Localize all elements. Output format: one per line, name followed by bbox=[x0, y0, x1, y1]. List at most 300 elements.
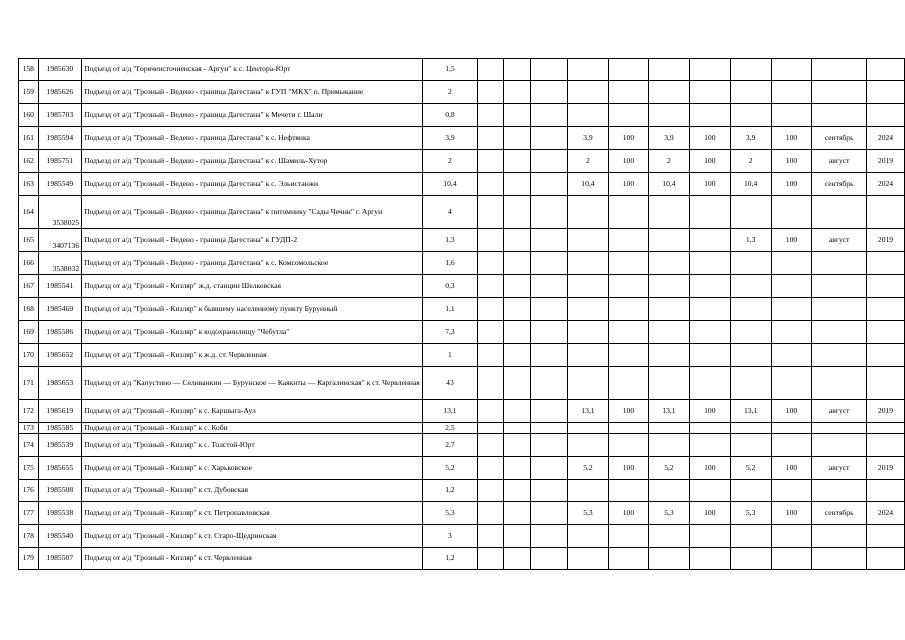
value-cell bbox=[504, 275, 530, 298]
roads-table-body bbox=[19, 59, 905, 570]
value-cell bbox=[530, 173, 567, 196]
value-cell bbox=[478, 548, 504, 570]
value-cell bbox=[504, 196, 530, 229]
value-cell bbox=[568, 525, 609, 548]
value-cell: 3,9 bbox=[730, 127, 771, 150]
value-cell: 100 bbox=[771, 457, 812, 480]
table-row bbox=[19, 275, 905, 298]
value-cell bbox=[866, 196, 904, 229]
road-length-cell: 3 bbox=[422, 525, 477, 548]
value-cell: 100 bbox=[771, 127, 812, 150]
value-cell bbox=[608, 548, 648, 570]
value-cell bbox=[608, 344, 648, 367]
table-row bbox=[19, 480, 905, 502]
road-name-cell: Подъезд от а/д "Грозный - Ведено - граница Дагестана" к питомнику "Сады Чечни" г. Аргун bbox=[82, 196, 423, 229]
value-cell: 2 bbox=[568, 150, 609, 173]
table-row bbox=[19, 196, 905, 229]
value-cell bbox=[689, 104, 730, 127]
value-cell bbox=[504, 173, 530, 196]
value-cell bbox=[649, 81, 690, 104]
value-cell bbox=[608, 196, 648, 229]
table-row bbox=[19, 344, 905, 367]
value-cell bbox=[504, 252, 530, 275]
road-code-cell: 1985653 bbox=[38, 367, 82, 400]
value-cell: 5,2 bbox=[649, 457, 690, 480]
value-cell: сентябрь bbox=[812, 127, 867, 150]
road-length-cell: 2,5 bbox=[422, 423, 477, 434]
road-length-cell: 1,2 bbox=[422, 480, 477, 502]
value-cell: 2019 bbox=[866, 150, 904, 173]
value-cell bbox=[608, 275, 648, 298]
value-cell: 100 bbox=[608, 457, 648, 480]
value-cell bbox=[730, 275, 771, 298]
value-cell: 100 bbox=[608, 502, 648, 525]
value-cell: 3,9 bbox=[568, 127, 609, 150]
road-code-cell: 3538025 bbox=[38, 196, 82, 229]
row-number-cell: 164 bbox=[19, 196, 39, 229]
value-cell bbox=[568, 298, 609, 321]
value-cell: 3,9 bbox=[649, 127, 690, 150]
table-row bbox=[19, 548, 905, 570]
value-cell bbox=[504, 480, 530, 502]
table-row bbox=[19, 434, 905, 457]
road-length-cell: 2 bbox=[422, 150, 477, 173]
value-cell bbox=[478, 502, 504, 525]
value-cell: 10,4 bbox=[649, 173, 690, 196]
value-cell bbox=[689, 196, 730, 229]
table-row bbox=[19, 298, 905, 321]
row-number-cell: 177 bbox=[19, 502, 39, 525]
road-code-cell: 1985586 bbox=[38, 321, 82, 344]
value-cell bbox=[866, 59, 904, 81]
value-cell bbox=[689, 252, 730, 275]
road-name-cell: Подъезд от а/д "Грозный - Ведено - граница Дагестана" к ГУП "МКХ" п. Примыкание bbox=[82, 81, 423, 104]
value-cell bbox=[530, 321, 567, 344]
value-cell: август bbox=[812, 400, 867, 423]
value-cell bbox=[812, 321, 867, 344]
value-cell bbox=[866, 252, 904, 275]
value-cell bbox=[730, 104, 771, 127]
value-cell bbox=[771, 104, 812, 127]
value-cell bbox=[478, 434, 504, 457]
value-cell bbox=[812, 344, 867, 367]
value-cell: 100 bbox=[771, 229, 812, 252]
value-cell: 100 bbox=[771, 400, 812, 423]
value-cell: 100 bbox=[608, 400, 648, 423]
road-code-cell: 3407136 bbox=[38, 229, 82, 252]
value-cell bbox=[568, 81, 609, 104]
value-cell: 2019 bbox=[866, 229, 904, 252]
value-cell bbox=[478, 423, 504, 434]
value-cell bbox=[568, 196, 609, 229]
table-row bbox=[19, 252, 905, 275]
value-cell: 5,2 bbox=[730, 457, 771, 480]
value-cell bbox=[478, 275, 504, 298]
value-cell bbox=[730, 548, 771, 570]
road-length-cell: 1,6 bbox=[422, 252, 477, 275]
value-cell bbox=[812, 275, 867, 298]
value-cell: 5,3 bbox=[568, 502, 609, 525]
road-length-cell: 5,3 bbox=[422, 502, 477, 525]
value-cell: август bbox=[812, 150, 867, 173]
value-cell bbox=[530, 423, 567, 434]
value-cell bbox=[504, 525, 530, 548]
road-name-cell: Подъезд от а/д "Грозный - Кизляр" ж.д. станции Шелковская bbox=[82, 275, 423, 298]
row-number-cell: 168 bbox=[19, 298, 39, 321]
value-cell bbox=[608, 423, 648, 434]
value-cell bbox=[771, 196, 812, 229]
value-cell bbox=[649, 275, 690, 298]
road-name-cell: Подъезд от а/д "Грозный - Ведено - граница Дагестана" к с. Нефтянка bbox=[82, 127, 423, 150]
road-code-cell: 1985539 bbox=[38, 434, 82, 457]
value-cell bbox=[504, 457, 530, 480]
value-cell bbox=[478, 344, 504, 367]
road-length-cell: 2 bbox=[422, 81, 477, 104]
value-cell bbox=[812, 252, 867, 275]
value-cell bbox=[608, 321, 648, 344]
value-cell bbox=[689, 229, 730, 252]
value-cell bbox=[771, 525, 812, 548]
road-code-cell: 1985703 bbox=[38, 104, 82, 127]
table-row bbox=[19, 173, 905, 196]
value-cell bbox=[478, 104, 504, 127]
row-number-cell: 162 bbox=[19, 150, 39, 173]
row-number-cell: 178 bbox=[19, 525, 39, 548]
value-cell bbox=[568, 275, 609, 298]
row-number-cell: 158 bbox=[19, 59, 39, 81]
table-row bbox=[19, 457, 905, 480]
value-cell bbox=[771, 298, 812, 321]
value-cell bbox=[812, 298, 867, 321]
value-cell: 2024 bbox=[866, 127, 904, 150]
value-cell bbox=[568, 548, 609, 570]
value-cell bbox=[730, 81, 771, 104]
value-cell bbox=[478, 400, 504, 423]
value-cell: 13,1 bbox=[730, 400, 771, 423]
value-cell bbox=[530, 344, 567, 367]
value-cell: 100 bbox=[771, 173, 812, 196]
table-row bbox=[19, 150, 905, 173]
table-row bbox=[19, 229, 905, 252]
value-cell bbox=[478, 229, 504, 252]
value-cell bbox=[478, 298, 504, 321]
value-cell bbox=[866, 298, 904, 321]
value-cell: 2024 bbox=[866, 173, 904, 196]
value-cell bbox=[812, 434, 867, 457]
value-cell: 100 bbox=[608, 127, 648, 150]
value-cell bbox=[771, 81, 812, 104]
road-name-cell: Подъезд от а/д "Грозный - Кизляр" к с. Толстой-Юрт bbox=[82, 434, 423, 457]
value-cell bbox=[771, 59, 812, 81]
value-cell bbox=[568, 480, 609, 502]
value-cell bbox=[812, 480, 867, 502]
road-length-cell: 3,9 bbox=[422, 127, 477, 150]
value-cell bbox=[689, 480, 730, 502]
value-cell bbox=[649, 344, 690, 367]
row-number-cell: 173 bbox=[19, 423, 39, 434]
value-cell bbox=[568, 434, 609, 457]
value-cell bbox=[649, 229, 690, 252]
table-row bbox=[19, 59, 905, 81]
road-length-cell: 1,5 bbox=[422, 59, 477, 81]
value-cell bbox=[866, 367, 904, 400]
value-cell bbox=[504, 400, 530, 423]
value-cell bbox=[730, 423, 771, 434]
value-cell bbox=[504, 434, 530, 457]
value-cell: 1,3 bbox=[730, 229, 771, 252]
value-cell: 100 bbox=[689, 173, 730, 196]
road-length-cell: 1,3 bbox=[422, 229, 477, 252]
value-cell bbox=[689, 344, 730, 367]
table-row bbox=[19, 81, 905, 104]
value-cell bbox=[812, 196, 867, 229]
value-cell bbox=[530, 400, 567, 423]
row-number-cell: 170 bbox=[19, 344, 39, 367]
value-cell bbox=[530, 502, 567, 525]
road-length-cell: 0,3 bbox=[422, 275, 477, 298]
value-cell bbox=[504, 344, 530, 367]
value-cell: 2019 bbox=[866, 457, 904, 480]
value-cell bbox=[649, 480, 690, 502]
table-row bbox=[19, 423, 905, 434]
value-cell: 5,3 bbox=[649, 502, 690, 525]
value-cell bbox=[530, 434, 567, 457]
road-name-cell: Подъезд от а/д "Грозный - Ведено - граница Дагестана" к ГУДП-2 bbox=[82, 229, 423, 252]
value-cell: 100 bbox=[771, 150, 812, 173]
value-cell bbox=[689, 275, 730, 298]
value-cell bbox=[649, 434, 690, 457]
value-cell: сентябрь bbox=[812, 502, 867, 525]
value-cell bbox=[649, 321, 690, 344]
value-cell bbox=[568, 252, 609, 275]
value-cell bbox=[530, 457, 567, 480]
value-cell bbox=[730, 196, 771, 229]
value-cell bbox=[771, 480, 812, 502]
value-cell bbox=[608, 525, 648, 548]
value-cell: 100 bbox=[689, 400, 730, 423]
value-cell bbox=[504, 367, 530, 400]
road-code-cell: 1985541 bbox=[38, 275, 82, 298]
value-cell bbox=[812, 81, 867, 104]
value-cell bbox=[478, 173, 504, 196]
value-cell bbox=[730, 321, 771, 344]
value-cell: 100 bbox=[689, 127, 730, 150]
road-length-cell: 5,2 bbox=[422, 457, 477, 480]
value-cell bbox=[812, 548, 867, 570]
value-cell bbox=[478, 81, 504, 104]
value-cell bbox=[504, 298, 530, 321]
value-cell bbox=[478, 252, 504, 275]
value-cell bbox=[478, 321, 504, 344]
roads-table bbox=[18, 58, 905, 570]
road-length-cell: 2,7 bbox=[422, 434, 477, 457]
value-cell bbox=[866, 480, 904, 502]
value-cell bbox=[608, 104, 648, 127]
value-cell bbox=[568, 321, 609, 344]
value-cell bbox=[504, 502, 530, 525]
row-number-cell: 179 bbox=[19, 548, 39, 570]
value-cell bbox=[689, 298, 730, 321]
value-cell bbox=[866, 344, 904, 367]
value-cell bbox=[530, 480, 567, 502]
value-cell bbox=[530, 252, 567, 275]
value-cell bbox=[478, 367, 504, 400]
value-cell: 100 bbox=[771, 502, 812, 525]
road-length-cell: 43 bbox=[422, 367, 477, 400]
value-cell bbox=[866, 321, 904, 344]
value-cell bbox=[478, 457, 504, 480]
value-cell bbox=[730, 525, 771, 548]
value-cell bbox=[530, 81, 567, 104]
value-cell bbox=[771, 434, 812, 457]
road-code-cell: 1985549 bbox=[38, 173, 82, 196]
value-cell bbox=[689, 525, 730, 548]
table-row bbox=[19, 321, 905, 344]
value-cell bbox=[771, 275, 812, 298]
road-name-cell: Подъезд от а/д "Грозный - Кизляр" к ж.д. ст. Червленная bbox=[82, 344, 423, 367]
row-number-cell: 159 bbox=[19, 81, 39, 104]
value-cell bbox=[689, 321, 730, 344]
table-row bbox=[19, 400, 905, 423]
value-cell bbox=[812, 367, 867, 400]
value-cell bbox=[866, 423, 904, 434]
value-cell bbox=[504, 150, 530, 173]
value-cell bbox=[771, 321, 812, 344]
value-cell bbox=[530, 367, 567, 400]
value-cell bbox=[530, 548, 567, 570]
value-cell bbox=[530, 104, 567, 127]
value-cell bbox=[689, 434, 730, 457]
value-cell bbox=[730, 434, 771, 457]
road-name-cell: Подъезд от а/д "Грозный - Ведено - граница Дагестана" к с. Комсомольское bbox=[82, 252, 423, 275]
road-length-cell: 0,8 bbox=[422, 104, 477, 127]
road-name-cell: Подъезд от а/д "Грозный - Ведено - граница Дагестана" к с. Шамиль-Хутор bbox=[82, 150, 423, 173]
value-cell bbox=[478, 150, 504, 173]
value-cell bbox=[608, 298, 648, 321]
value-cell bbox=[530, 127, 567, 150]
value-cell bbox=[530, 229, 567, 252]
value-cell bbox=[568, 344, 609, 367]
value-cell bbox=[608, 480, 648, 502]
road-name-cell: Подъезд от а/д "Капустино — Селиванкин — Бурунское — Каякнты — Каргалинская" к ст. Червленная bbox=[82, 367, 423, 400]
value-cell bbox=[812, 104, 867, 127]
road-length-cell: 13,1 bbox=[422, 400, 477, 423]
row-number-cell: 165 bbox=[19, 229, 39, 252]
value-cell bbox=[649, 525, 690, 548]
value-cell bbox=[771, 367, 812, 400]
value-cell bbox=[771, 252, 812, 275]
value-cell bbox=[689, 367, 730, 400]
road-length-cell: 1,1 bbox=[422, 298, 477, 321]
road-name-cell: Подъезд от а/д "Грозный - Кизляр" к с. Каршыга-Аул bbox=[82, 400, 423, 423]
value-cell: 5,3 bbox=[730, 502, 771, 525]
value-cell bbox=[649, 104, 690, 127]
value-cell bbox=[689, 548, 730, 570]
value-cell bbox=[649, 367, 690, 400]
value-cell bbox=[730, 252, 771, 275]
road-code-cell: 1985619 bbox=[38, 400, 82, 423]
value-cell bbox=[478, 480, 504, 502]
row-number-cell: 161 bbox=[19, 127, 39, 150]
value-cell bbox=[812, 525, 867, 548]
row-number-cell: 175 bbox=[19, 457, 39, 480]
road-code-cell: 1985630 bbox=[38, 59, 82, 81]
value-cell bbox=[504, 321, 530, 344]
road-name-cell: Подъезд от а/д "Грозный - Кизляр" к ст. Старо-Щедринская bbox=[82, 525, 423, 548]
table-row bbox=[19, 127, 905, 150]
value-cell bbox=[866, 434, 904, 457]
value-cell bbox=[812, 423, 867, 434]
value-cell bbox=[530, 59, 567, 81]
row-number-cell: 174 bbox=[19, 434, 39, 457]
value-cell: 2019 bbox=[866, 400, 904, 423]
value-cell bbox=[649, 298, 690, 321]
value-cell bbox=[568, 367, 609, 400]
value-cell bbox=[812, 59, 867, 81]
value-cell: сентябрь bbox=[812, 173, 867, 196]
road-length-cell: 1 bbox=[422, 344, 477, 367]
road-code-cell: 1985508 bbox=[38, 480, 82, 502]
road-code-cell: 1985626 bbox=[38, 81, 82, 104]
value-cell bbox=[730, 344, 771, 367]
value-cell bbox=[568, 229, 609, 252]
value-cell bbox=[608, 59, 648, 81]
value-cell bbox=[649, 196, 690, 229]
value-cell: 10,4 bbox=[730, 173, 771, 196]
value-cell: 100 bbox=[689, 457, 730, 480]
road-length-cell: 1,2 bbox=[422, 548, 477, 570]
road-length-cell: 7,3 bbox=[422, 321, 477, 344]
value-cell bbox=[608, 367, 648, 400]
table-row bbox=[19, 502, 905, 525]
value-cell bbox=[649, 548, 690, 570]
road-code-cell: 1985585 bbox=[38, 423, 82, 434]
road-code-cell: 1985652 bbox=[38, 344, 82, 367]
value-cell bbox=[504, 548, 530, 570]
value-cell: 2 bbox=[730, 150, 771, 173]
value-cell bbox=[530, 298, 567, 321]
value-cell bbox=[478, 196, 504, 229]
road-code-cell: 3538032 bbox=[38, 252, 82, 275]
row-number-cell: 176 bbox=[19, 480, 39, 502]
value-cell bbox=[530, 196, 567, 229]
road-code-cell: 1985751 bbox=[38, 150, 82, 173]
road-name-cell: Подъезд от а/д "Грозный - Кизляр" к ст. Дубовская bbox=[82, 480, 423, 502]
row-number-cell: 169 bbox=[19, 321, 39, 344]
value-cell bbox=[504, 127, 530, 150]
table-row bbox=[19, 367, 905, 400]
road-name-cell: Подъезд от а/д "Грозный - Ведено - граница Дагестана" к Мечети г. Шали bbox=[82, 104, 423, 127]
road-name-cell: Подъезд от а/д "Грозный - Кизляр" к с. Харьковское bbox=[82, 457, 423, 480]
value-cell bbox=[504, 229, 530, 252]
value-cell bbox=[568, 59, 609, 81]
road-length-cell: 10,4 bbox=[422, 173, 477, 196]
value-cell bbox=[504, 104, 530, 127]
value-cell: 100 bbox=[689, 502, 730, 525]
value-cell bbox=[689, 59, 730, 81]
road-code-cell: 1985507 bbox=[38, 548, 82, 570]
value-cell: 13,1 bbox=[568, 400, 609, 423]
value-cell bbox=[771, 548, 812, 570]
value-cell bbox=[866, 275, 904, 298]
value-cell bbox=[771, 423, 812, 434]
value-cell bbox=[730, 298, 771, 321]
table-row bbox=[19, 104, 905, 127]
road-name-cell: Подъезд от а/д "Грозный - Кизляр" к с. Коби bbox=[82, 423, 423, 434]
value-cell: 100 bbox=[689, 150, 730, 173]
value-cell bbox=[530, 150, 567, 173]
value-cell bbox=[689, 81, 730, 104]
